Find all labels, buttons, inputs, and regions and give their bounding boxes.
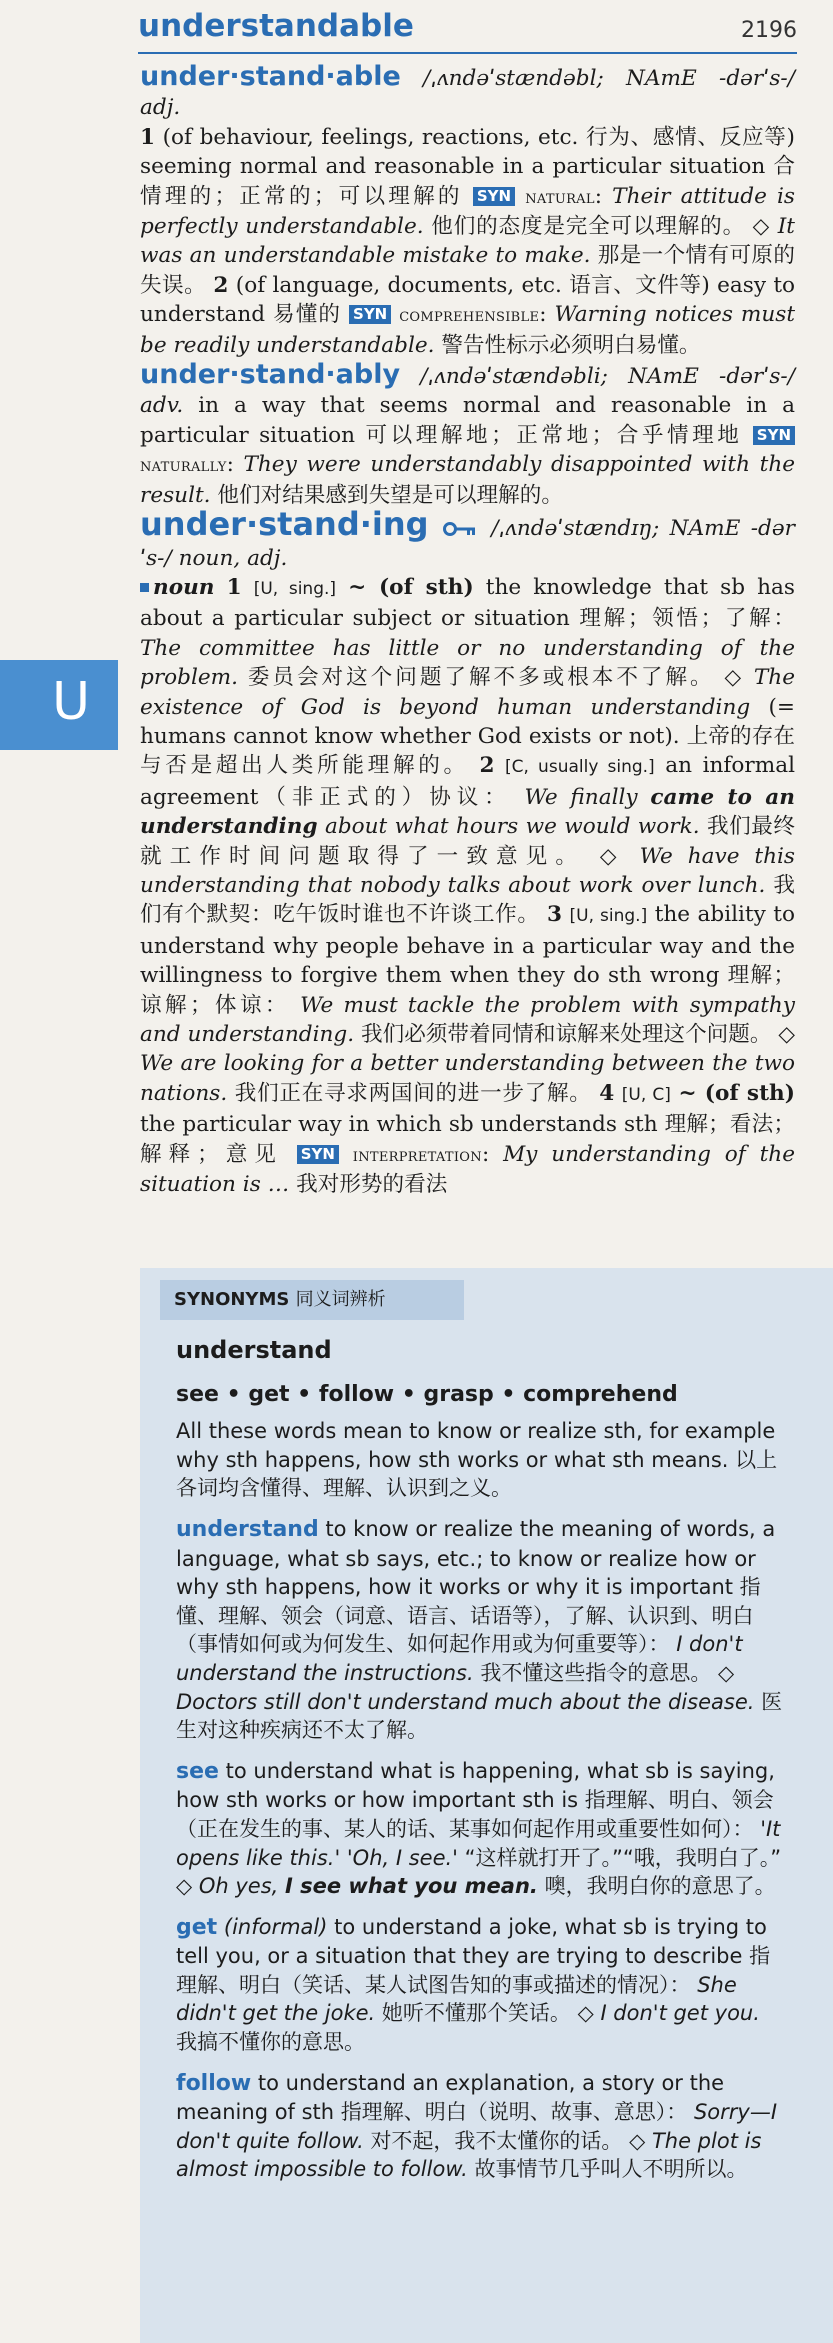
running-head-word: understandable	[138, 8, 414, 44]
synonym-definition: to understand an explanation, a story or the meaning of sth 指理解、明白（说明、故事、意思）：	[176, 2070, 725, 2125]
headword: under·stand·ably	[140, 359, 401, 391]
entry-understandable: under·stand·able /ˌʌndəˈstændəbl; NAmE -dərˈs-/ adj. 1 (of behaviour, feelings, reactions, etc. 行为、感情、反应等) seeming normal and reasonable in a particular situation 合情理的；正常的；可以理解的 SYN natural: Their attitude is perfectly understandable. 他们的态度是完全可以理解的。 ◇ It was an understandable mistake to make. 那是一个情有可原的失误。 2 (of language, documents, etc. 语言、文件等) easy to understand 易懂的 SYN comprehensible: Warning notices must be readily understandable. 警告性标示必须明白易懂。	[140, 61, 795, 358]
grammar-code: [U, C]	[621, 1084, 671, 1105]
example-translation: 我们必须带着同情和谅解来处理这个问题。	[360, 1022, 772, 1047]
definition: (of behaviour, feelings, reactions, etc. 行为、感情、反应等) seeming normal and reasonable in a particular situation 合情理的；正常的；可以理解的	[140, 124, 795, 209]
example-translation: 我对形势的看法	[296, 1172, 448, 1198]
entry-understandably: under·stand·ably /ˌʌndəˈstændəbli; NAmE -dərˈs-/ adv. in a way that seems normal and reasonable in a particular situation 可以理解地；正常地；合乎情理地 SYN naturally: They were understandably disappointed with the result. 他们对结果感到失望是可以理解的。	[140, 359, 796, 508]
definition: an informal agreement（非正式的）协议：	[140, 753, 795, 810]
example-translation: 我们有个默契：吃午饭时谁也不许谈工作。	[140, 872, 795, 928]
register-label: (informal)	[223, 1914, 328, 1939]
synonym-term: get	[176, 1914, 218, 1940]
synonym: natural	[525, 185, 595, 208]
example-phrase: I see what you mean.	[285, 1874, 538, 1899]
example: The plot is almost impossible to follow.	[176, 2128, 762, 2182]
syn-badge: SYN	[473, 187, 515, 206]
synonyms-content	[176, 1330, 786, 2196]
part-of-speech: adj.	[140, 95, 181, 121]
definition: in a way that seems normal and reasonable in a particular situation 可以理解地；正常地；合乎情理地	[140, 393, 795, 448]
header-rule	[138, 52, 797, 54]
example: Sorry—I don't quite follow.	[176, 2100, 778, 2153]
example-phrase: came to an understanding	[140, 784, 795, 840]
example-translation: 他们的态度是完全可以理解的。	[431, 214, 745, 240]
synonyms-tab-label: SYNONYMS	[174, 1289, 290, 1310]
sense-number: 1	[226, 574, 242, 600]
synonym-item: get (informal) to understand a joke, what sb is trying to tell you, or a situation that they are trying to describe 指理解、明白（笑话、某人试图告知的事或描述的情况）： She didn't get the joke. 她听不懂那个笑话。 ◇ I don't get you. 我搞不懂你的意思。	[176, 1914, 771, 2055]
definition: the knowledge that sb has about a particular subject or situation 理解；领悟；了解：	[140, 574, 795, 632]
example: about what hours we would work.	[324, 814, 700, 840]
pattern: ~ (of sth)	[348, 574, 474, 600]
syn-badge: SYN	[349, 305, 391, 324]
example-translation: 她听不懂那个笑话。	[381, 2001, 571, 2026]
syn-badge: SYN	[297, 1145, 339, 1164]
synonym-definition: to know or realize the meaning of words, a language, what sb says, etc.; to know or realize how or why sth happens, how it works or why it is important 指懂、理解、领会（词意、语言、话语等），了解、认识到、明白（事情如何或为何发生、如何起作用或为何重要等）：	[176, 1516, 776, 1657]
sense-number: 3	[547, 902, 563, 928]
synonym: naturally	[140, 454, 227, 477]
definition: the ability to understand why people behave in a particular way and the willingness to forgive them when they do sth wrong 理解；谅解；体谅：	[140, 902, 795, 1018]
pronunciation: /ˌʌndəˈstændɪŋ; NAmE -dərˈs-/	[140, 516, 795, 571]
example-translation: 医生对这种疾病还不太了解。	[176, 1689, 783, 1743]
example: The committee has little or no understanding of the problem.	[140, 635, 795, 691]
definition: the particular way in which sb understands sth 理解；看法；解释；意见	[140, 1112, 795, 1167]
synonyms-list: see • get • follow • grasp • comprehend	[176, 1381, 678, 1407]
example-translation: 委员会对这个问题了解不多或根本不了解。	[247, 665, 715, 691]
example: She didn't get the joke.	[176, 1972, 737, 2026]
example: Oh yes,	[198, 1874, 279, 1899]
synonym-item: follow to understand an explanation, a story or the meaning of sth 指理解、明白（说明、故事、意思）： Sorry—I don't quite follow. 对不起，我不太懂你的话。 ◇ The plot is almost impossible to follow. 故事情节几乎叫人不明所以。	[176, 2070, 778, 2182]
pattern: ~ (of sth)	[678, 1080, 795, 1106]
example: We have this understanding that nobody talks about work over lunch.	[140, 843, 795, 898]
example: It was an understandable mistake to make.	[140, 214, 795, 269]
definition: (of language, documents, etc. 语言、文件等) easy to understand 易懂的	[140, 272, 795, 328]
example-translation: 警告性标示必须明白易懂。	[441, 332, 701, 358]
synonyms-intro: All these words mean to know or realize sth, for example why sth happens, how sth works or what sth means. 以上各词均含懂得、理解、认识到之义。	[176, 1419, 778, 1501]
example-translation: 噢，我明白你的意思了。	[544, 1874, 776, 1899]
synonym-term: understand	[176, 1516, 319, 1542]
synonym-definition: to understand a joke, what sb is trying to tell you, or a situation that they are trying to describe 指理解、明白（笑话、某人试图告知的事或描述的情况）：	[176, 1914, 771, 1997]
pronunciation: /ˌʌndəˈstændəbli; NAmE -dərˈs-/	[420, 364, 795, 390]
example: We are looking for a better understanding between the two nations.	[140, 1051, 795, 1106]
example: Doctors still don't understand much about the disease.	[176, 1689, 755, 1714]
sense-number: 2	[479, 753, 495, 779]
synonyms-head: understand	[176, 1336, 332, 1364]
example: Their attitude is perfectly understandable.	[140, 183, 795, 240]
example-translation: 我们最终就工作时间问题取得了一致意见。	[140, 814, 795, 869]
running-header	[0, 0, 833, 62]
example: We must tackle the problem with sympathy and understanding.	[140, 992, 795, 1047]
headword: under·stand·ing	[140, 505, 429, 544]
pronunciation: /ˌʌndəˈstændəbl; NAmE -dərˈs-/	[423, 66, 795, 91]
synonym-term: see	[176, 1758, 219, 1784]
noun-marker-icon	[140, 583, 149, 592]
example: Warning notices must be readily understandable.	[140, 302, 795, 358]
synonyms-tab-label-zh: 同义词辨析	[295, 1289, 386, 1310]
synonyms-tab	[160, 1280, 464, 1320]
thumb-letter: U	[52, 672, 91, 732]
sense-number: 1	[140, 124, 156, 150]
example: They were understandably disappointed with the result.	[140, 452, 796, 508]
example-translation: 我们正在寻求两国间的进一步了解。	[234, 1080, 592, 1106]
entry-understanding: under·stand·ing /ˌʌndəˈstændɪŋ; NAmE -dərˈs-/ noun, adj. noun 1 [U, sing.] ~ (of sth) the knowledge that sb has about a particular subject or situation 理解；领悟；了解： The committee has little or no understanding of the problem. 委员会对这个问题了解不多或根本不了解。 ◇ The existence of God is beyond human understanding (= humans cannot know whether God exists or not). 上帝的存在与否是超出人类所能理解的。 2 [C, usually sing.] an informal agreement（非正式的）协议： We finally came to an understanding about what hours we would work. 我们最终就工作时间问题取得了一致意见。 ◇ We have this understanding that nobody talks about work over lunch. 我们有个默契：吃午饭时谁也不许谈工作。 3 [U, sing.] the ability to understand why people behave in a particular way and the willingness to forgive them when they do sth wrong 理解；谅解；体谅： We must tackle the problem with sympathy and understanding. 我们必须带着同情和谅解来处理这个问题。 ◇ We are looking for a better understanding between the two nations. 我们正在寻求两国间的进一步了解。 4 [U, C] ~ (of sth) the particular way in which sb understands sth 理解；看法；解释；意见 SYN interpretation: My understanding of the situation is … 我对形势的看法	[140, 505, 795, 1198]
part-of-speech: adv.	[140, 393, 184, 419]
syn-badge: SYN	[753, 426, 795, 445]
synonym-definition: to understand what is happening, what sb is saying, how sth works or how important sth is 指理解、明白、领会（正在发生的事、某人的话、某事如何起作用或重要性如何）：	[176, 1758, 775, 1841]
synonym-term: follow	[176, 2070, 252, 2096]
example: We finally	[524, 784, 638, 810]
synonym: comprehensible	[399, 304, 540, 327]
part-of-speech: noun, adj.	[178, 545, 288, 571]
example-translation: 上帝的存在与否是超出人类所能理解的。	[140, 723, 795, 779]
synonym-item: understand to know or realize the meaning of words, a language, what sb says, etc.; to know or realize how or why sth happens, how it works or why it is important 指懂、理解、领会（词意、语言、话语等），了解、认识到、明白（事情如何或为何发生、如何起作用或为何重要等）： I don't understand the instructions. 我不懂这些指令的意思。 ◇ Doctors still don't understand much about the disease. 医生对这种疾病还不太了解。	[176, 1516, 783, 1743]
grammar-code: [U, sing.]	[569, 906, 648, 927]
synonym: interpretation	[352, 1143, 482, 1166]
example: I don't understand the instructions.	[176, 1632, 743, 1685]
example-translation: 我搞不懂你的意思。	[176, 2030, 365, 2055]
grammar-code: [U, sing.]	[253, 578, 337, 599]
example-translation: 我不懂这些指令的意思。	[480, 1660, 712, 1685]
example-translation: “这样就打开了。”“哦，我明白了。”	[464, 1845, 782, 1870]
key-icon	[443, 521, 477, 537]
example-translation: 他们对结果感到失望是可以理解的。	[217, 482, 563, 508]
example-translation: 那是一个情有可原的失误。	[140, 243, 795, 298]
example: The existence of God is beyond human understanding	[140, 665, 795, 720]
example-translation: 对不起，我不太懂你的话。	[370, 2128, 623, 2153]
page-number: 2196	[741, 18, 797, 43]
noun-label: noun	[153, 574, 215, 600]
example: I don't get you.	[600, 2001, 760, 2026]
dictionary-column	[140, 62, 795, 1199]
example: 'It opens like this.' 'Oh, I see.'	[176, 1816, 781, 1870]
synonym-item: see to understand what is happening, what sb is saying, how sth works or how important sth is 指理解、明白、领会（正在发生的事、某人的话、某事如何起作用或重要性如何）： 'It opens like this.' 'Oh, I see.' “这样就打开了。”“哦，我明白了。” ◇ Oh yes, I see what you mean. 噢，我明白你的意思了。	[176, 1758, 782, 1899]
sense-number: 2	[213, 272, 229, 298]
example-translation: 故事情节几乎叫人不明所以。	[474, 2157, 748, 2182]
headword: under·stand·able	[140, 61, 401, 92]
sense-number: 4	[599, 1080, 615, 1106]
example: My understanding of the situation is …	[140, 1141, 795, 1198]
example-gloss: (= humans cannot know whether God exists or not).	[140, 694, 795, 749]
thumb-index-tab	[0, 660, 118, 750]
grammar-code: [C, usually sing.]	[505, 757, 655, 778]
